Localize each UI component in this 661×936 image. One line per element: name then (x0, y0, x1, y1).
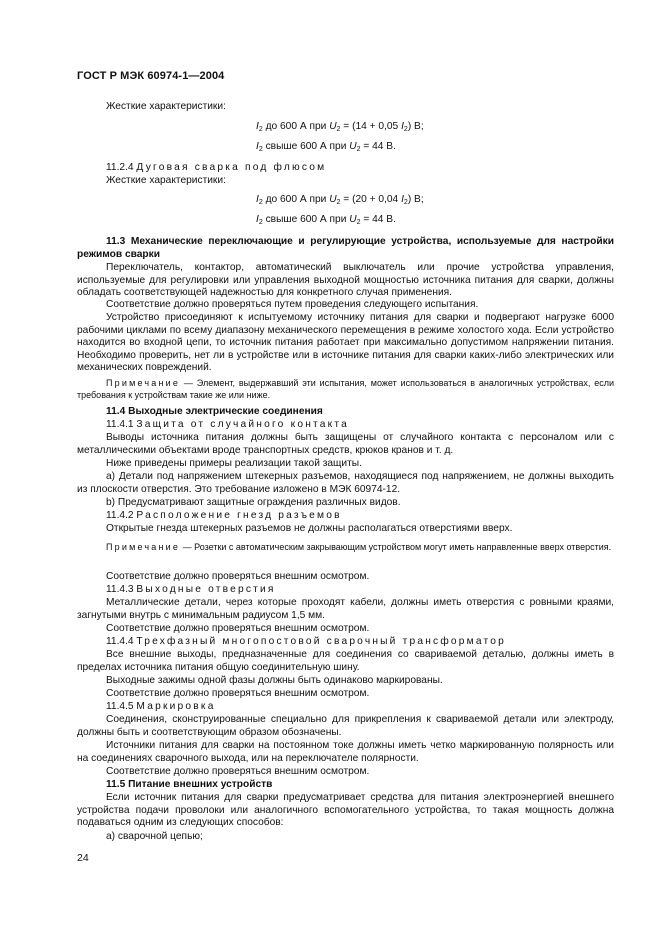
list-item-b: b) Предусматривают защитные ограждения различных видов. (106, 497, 401, 508)
paragraph: Соответствие должно проверяться внешним осмотром. (106, 688, 370, 699)
formula-4: $I_2$ свыше 600 А при $U_2 = 44$ В. (256, 214, 396, 226)
paragraph: Устройство присоединяют к испытуемому источнику питания для сварки и подвергают нагрузке 6000 рабочими циклами по всему диапазону механического перемещения в режиме холостого хода. Если устройство находится во входной цепи, то источник питания работает при максимально допустимом напряжении питания. Необходимо проверить, нет ли в устройстве или в источнике питания для сварки каких-либо электрических или механических повреждений. (77, 312, 614, 374)
paragraph: Соединения, сконструированные специально для прикрепления к свариваемой детали или электроду, должны быть и соответствующим образом обозначены. (77, 714, 614, 738)
document-header: ГОСТ Р МЭК 60974-1—2004 (77, 70, 225, 82)
page-number: 24 (77, 852, 89, 864)
note-1: Примечание — Элемент, выдержавший эти испытания, может использоваться в аналогичных устройствах, если требования к устройствам такие же или ниже. (77, 378, 614, 400)
paragraph: Соответствие должно проверяться внешним осмотром. (106, 623, 370, 634)
list-item-a: а) сварочной цепью; (106, 831, 203, 842)
rigid-characteristics-label-1: Жесткие характеристики: (106, 101, 226, 112)
paragraph: Соответствие должно проверяться внешним осмотром. (106, 766, 370, 777)
section-11-3-heading: 11.3 Механические переключающие и регулирующие устройства, используемые для настройки режимов сварки (77, 236, 614, 260)
paragraph: Соответствие должно проверяться путем проведения следующего испытания. (106, 299, 479, 310)
section-11-4-heading: 11.4 Выходные электрические соединения (106, 406, 323, 417)
paragraph: Выходные зажимы одной фазы должны быть одинаково маркированы. (106, 675, 443, 686)
formula-2: $I_2$ свыше 600 А при $U_2 = 44$ В. (256, 141, 396, 153)
section-11-5-heading: 11.5 Питание внешних устройств (106, 779, 273, 790)
paragraph: Ниже приведены примеры реализации такой защиты. (106, 458, 362, 469)
section-11-4-4-heading: 11.4.4 Трехфазный многопостовой сварочный трансформатор (106, 636, 506, 647)
paragraph: Источники питания для сварки на постоянном токе должны иметь четко маркированную полярность или на соединениях сварочного выхода, или на переключателе полярности. (77, 740, 614, 764)
paragraph: Соответствие должно проверяться внешним осмотром. (106, 571, 370, 582)
note-2: Примечание — Розетки с автоматическим закрывающим устройством могут иметь направленные вверх отверстия. (106, 542, 612, 552)
section-11-4-5-heading: 11.4.5 Маркировка (106, 701, 216, 712)
paragraph: Открытые гнезда штекерных разъемов не должны располагаться отверстиями вверх. (106, 523, 513, 534)
paragraph: Металлические детали, через которые проходят кабели, должны иметь отверстия с ровными краями, загнутыми внутрь с минимальным радиусом 1,5 мм. (77, 597, 614, 621)
paragraph: Если источник питания для сварки предусматривает средства для питания электроэнергией внешнего устройства подачи проволоки или аналогичного вспомогательного устройства, то такая мощность должна подаваться одним из следующих способов: (77, 792, 614, 829)
paragraph: Переключатель, контактор, автоматический выключатель или прочие устройства управления, используемые для регулировки или управления выходной мощностью источника питания для сварки, должны обладать соответствующей надежностью для конкретного случая применения. (77, 262, 614, 299)
formula-1: $I_2$ до 600 А при $U_2 = (14 + 0,05$ $I_2$) В; (256, 121, 424, 133)
list-item-a: a) Детали под напряжением штекерных разъемов, находящиеся под напряжением, не должны выходить из плоскости отверстия. Это требование изложено в МЭК 60974-12. (77, 471, 614, 495)
section-11-2-4-heading: 11.2.4 Дуговая сварка под флюсом (106, 162, 327, 173)
section-11-4-1-heading: 11.4.1 Защита от случайного контакта (106, 419, 350, 430)
rigid-characteristics-label-2: Жесткие характеристики: (106, 175, 226, 186)
section-11-4-2-heading: 11.4.2 Расположение гнезд разъемов (106, 510, 342, 521)
paragraph: Все внешние выходы, предназначенные для соединения со свариваемой деталью, должны иметь в пределах источника питания общую соединительную шину. (77, 649, 614, 673)
formula-3: $I_2$ до 600 А при $U_2 = (20 + 0,04$ $I_2$) В; (256, 194, 424, 206)
paragraph: Выводы источника питания должны быть защищены от случайного контакта с персоналом или с металлическими объектами вроде транспортных средств, крюков кранов и т. д. (77, 432, 614, 456)
section-11-4-3-heading: 11.4.3 Выходные отверстия (106, 584, 276, 595)
